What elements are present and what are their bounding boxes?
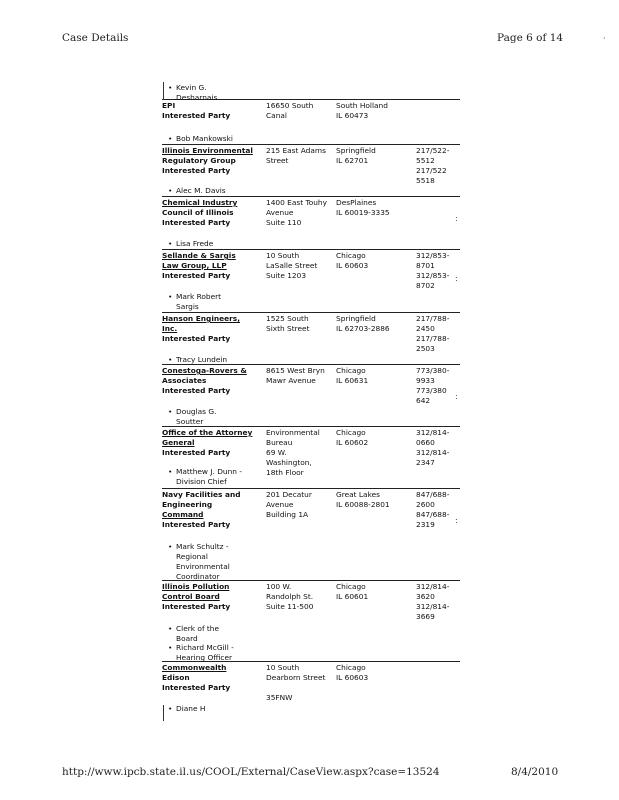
address-line: Randolph St. bbox=[266, 592, 314, 601]
phone-line: 217/522- bbox=[416, 146, 450, 155]
party-city-cell bbox=[336, 198, 406, 218]
party-address-cell bbox=[266, 366, 336, 386]
city-line: Chicago bbox=[336, 251, 366, 260]
contact-item[interactable] bbox=[168, 704, 276, 714]
address-line: 1400 East Touhy bbox=[266, 198, 327, 207]
phone-line: 312/814- bbox=[416, 602, 450, 611]
party-name-cell bbox=[162, 428, 266, 458]
city-line: IL 60473 bbox=[336, 111, 369, 120]
party-name-line[interactable]: Control Board bbox=[162, 592, 220, 601]
city-line: Springfield bbox=[336, 314, 376, 323]
party-city-cell bbox=[336, 146, 406, 166]
scan-tick-mark: : bbox=[455, 214, 458, 223]
contact-name-line: Richard McGill - bbox=[176, 643, 234, 652]
address-line: 10 South bbox=[266, 663, 300, 672]
party-name-line[interactable]: EPI bbox=[162, 101, 176, 110]
contact-name-line: Clerk of the bbox=[176, 624, 220, 633]
phone-line: 847/688- bbox=[416, 490, 450, 499]
phone-line: 312/853- bbox=[416, 271, 450, 280]
phone-line: 217/788- bbox=[416, 334, 450, 343]
party-name-line[interactable]: Edison bbox=[162, 673, 190, 682]
party-phone-cell bbox=[416, 582, 460, 622]
contact-item[interactable] bbox=[168, 83, 276, 103]
contact-name-line: Mark Schultz - bbox=[176, 542, 229, 551]
phone-line: 2347 bbox=[416, 458, 435, 467]
party-address-cell bbox=[266, 582, 336, 612]
party-name-cell bbox=[162, 490, 266, 530]
party-role: Interested Party bbox=[162, 111, 231, 120]
city-line: Chicago bbox=[336, 582, 366, 591]
contact-item[interactable] bbox=[168, 134, 276, 144]
party-name-line[interactable]: Inc. bbox=[162, 324, 178, 333]
party-name-line[interactable]: Chemical Industry bbox=[162, 198, 238, 207]
contact-name-line: Division Chief bbox=[176, 477, 227, 486]
party-name-cell bbox=[162, 366, 266, 396]
party-role: Interested Party bbox=[162, 602, 231, 611]
address-line: Avenue bbox=[266, 208, 294, 217]
row-divider bbox=[162, 488, 460, 489]
party-address-cell bbox=[266, 663, 336, 703]
party-name-line[interactable]: Office of the Attorney bbox=[162, 428, 253, 437]
phone-line: 5512 bbox=[416, 156, 435, 165]
address-line: 100 W. bbox=[266, 582, 292, 591]
party-name-cell bbox=[162, 101, 266, 121]
address-line: 18th Floor bbox=[266, 468, 304, 477]
bullet-icon: • bbox=[168, 186, 173, 195]
address-line: Suite 11-500 bbox=[266, 602, 314, 611]
address-line: Bureau bbox=[266, 438, 293, 447]
contact-name-line: Lisa Frede bbox=[176, 239, 214, 248]
party-city-cell bbox=[336, 663, 406, 683]
city-line: Chicago bbox=[336, 366, 366, 375]
address-line: LaSalle Street bbox=[266, 261, 318, 270]
address-line: Suite 110 bbox=[266, 218, 302, 227]
contact-item[interactable] bbox=[168, 186, 276, 196]
bullet-icon: • bbox=[168, 542, 173, 551]
contact-name-line: Alec M. Davis bbox=[176, 186, 226, 195]
city-line: Great Lakes bbox=[336, 490, 380, 499]
party-name-line[interactable]: Sellande & Sargis bbox=[162, 251, 236, 260]
party-role: Interested Party bbox=[162, 166, 231, 175]
address-line: Canal bbox=[266, 111, 287, 120]
party-name-line[interactable]: Commonwealth bbox=[162, 663, 227, 672]
address-line: 201 Decatur bbox=[266, 490, 312, 499]
party-role: Interested Party bbox=[162, 218, 231, 227]
party-address-cell bbox=[266, 101, 336, 121]
party-list bbox=[148, 0, 460, 800]
bullet-icon: • bbox=[168, 355, 173, 364]
bullet-icon: • bbox=[168, 134, 173, 143]
party-address-cell bbox=[266, 428, 336, 478]
party-name-cell bbox=[162, 582, 266, 612]
address-line: Environmental bbox=[266, 428, 320, 437]
contact-item[interactable] bbox=[168, 239, 276, 249]
bullet-icon: • bbox=[168, 643, 173, 652]
row-divider bbox=[162, 144, 460, 145]
bullet-icon: • bbox=[168, 407, 173, 416]
party-name-line[interactable]: Hanson Engineers, bbox=[162, 314, 241, 323]
contact-name-line: Douglas G. bbox=[176, 407, 217, 416]
phone-line: 2600 bbox=[416, 500, 435, 509]
party-city-cell bbox=[336, 314, 406, 334]
phone-line: 773/380- bbox=[416, 366, 450, 375]
party-city-cell bbox=[336, 428, 406, 448]
party-name-line[interactable]: Associates bbox=[162, 376, 207, 385]
row-divider bbox=[162, 249, 460, 250]
address-line: Sixth Street bbox=[266, 324, 310, 333]
phone-line: 642 bbox=[416, 396, 431, 405]
phone-line: 2319 bbox=[416, 520, 435, 529]
bullet-icon: • bbox=[168, 292, 173, 301]
city-line: IL 60603 bbox=[336, 261, 369, 270]
row-divider bbox=[162, 312, 460, 313]
city-line: IL 60603 bbox=[336, 673, 369, 682]
phone-line: 0660 bbox=[416, 438, 435, 447]
address-line: Mawr Avenue bbox=[266, 376, 316, 385]
address-line: 1525 South bbox=[266, 314, 309, 323]
address-line: Suite 1203 bbox=[266, 271, 307, 280]
address-line bbox=[266, 683, 336, 693]
party-name-line[interactable]: Engineering bbox=[162, 500, 213, 509]
phone-line: 9933 bbox=[416, 376, 435, 385]
phone-line: 847/688- bbox=[416, 510, 450, 519]
city-line: IL 60019-3335 bbox=[336, 208, 390, 217]
phone-line: 3620 bbox=[416, 592, 435, 601]
phone-line: 312/814- bbox=[416, 448, 450, 457]
phone-line: 312/814- bbox=[416, 582, 450, 591]
phone-line: 217/522 bbox=[416, 166, 447, 175]
party-phone-cell bbox=[416, 366, 460, 406]
phone-line: 5518 bbox=[416, 176, 435, 185]
address-line: Street bbox=[266, 156, 289, 165]
city-line: Chicago bbox=[336, 428, 366, 437]
contact-name-line: Environmental bbox=[176, 562, 230, 571]
party-city-cell bbox=[336, 366, 406, 386]
scan-tick-mark: : bbox=[455, 392, 458, 401]
party-name-cell bbox=[162, 314, 266, 344]
city-line: IL 62703-2886 bbox=[336, 324, 390, 333]
party-name-line[interactable]: Illinois Pollution bbox=[162, 582, 230, 591]
party-name-line[interactable]: Navy Facilities and bbox=[162, 490, 241, 499]
city-line: IL 60602 bbox=[336, 438, 369, 447]
scan-tick-mark: : bbox=[455, 274, 458, 283]
contact-name-line: Sargis bbox=[176, 302, 199, 311]
party-phone-cell bbox=[416, 146, 460, 186]
bullet-icon: • bbox=[168, 83, 173, 92]
contact-name-line: Soutter bbox=[176, 417, 204, 426]
party-name-line[interactable]: Illinois Environmental bbox=[162, 146, 253, 155]
party-role: Interested Party bbox=[162, 334, 231, 343]
city-line: Springfield bbox=[336, 146, 376, 155]
address-line: 215 East Adams bbox=[266, 146, 326, 155]
party-phone-cell bbox=[416, 428, 460, 468]
party-name-cell bbox=[162, 146, 266, 176]
address-line: Avenue bbox=[266, 500, 294, 509]
party-name-line[interactable]: Command bbox=[162, 510, 204, 519]
contact-item[interactable] bbox=[168, 643, 276, 663]
phone-line: 217/788- bbox=[416, 314, 450, 323]
party-name-line[interactable]: Law Group, LLP bbox=[162, 261, 227, 270]
city-line: IL 60088-2801 bbox=[336, 500, 390, 509]
party-name-cell bbox=[162, 663, 266, 693]
address-line: 16650 South bbox=[266, 101, 314, 110]
party-address-cell bbox=[266, 251, 336, 281]
city-line: IL 60601 bbox=[336, 592, 369, 601]
contact-item[interactable] bbox=[168, 407, 276, 427]
contact-name-line: Mark Robert bbox=[176, 292, 222, 301]
contact-name-line: Diane H bbox=[176, 704, 206, 713]
party-address-cell bbox=[266, 490, 336, 520]
contact-name-line: Hearing Officer bbox=[176, 653, 233, 662]
city-line: Chicago bbox=[336, 663, 366, 672]
bullet-icon: • bbox=[168, 467, 173, 476]
party-address-cell bbox=[266, 146, 336, 166]
scan-tick-mark: · bbox=[603, 34, 606, 43]
contact-name-line: Regional bbox=[176, 552, 208, 561]
contact-item[interactable] bbox=[168, 355, 276, 365]
scan-tick-mark: : bbox=[455, 516, 458, 525]
party-name-line[interactable]: General bbox=[162, 438, 195, 447]
bullet-icon: • bbox=[168, 624, 173, 633]
footer-url[interactable]: http://www.ipcb.state.il.us/COOL/External/CaseView.aspx?case=13524 bbox=[62, 766, 440, 778]
party-city-cell bbox=[336, 251, 406, 271]
party-phone-cell bbox=[416, 490, 460, 530]
phone-line: 8701 bbox=[416, 261, 435, 270]
address-line: Dearborn Street bbox=[266, 673, 326, 682]
phone-line: 8702 bbox=[416, 281, 435, 290]
phone-line: 773/380 bbox=[416, 386, 447, 395]
party-name-line[interactable]: Conestoga-Rovers & bbox=[162, 366, 247, 375]
address-line: Building 1A bbox=[266, 510, 309, 519]
contact-name-line: Desharnais bbox=[176, 93, 218, 102]
contact-name-line: Coordinator bbox=[176, 572, 220, 581]
contact-name-line: Matthew J. Dunn - bbox=[176, 467, 242, 476]
page-number: Page 6 of 14 bbox=[497, 32, 564, 44]
scan-edge-mark bbox=[163, 82, 164, 100]
contact-name-line: Board bbox=[176, 634, 198, 643]
bullet-icon: • bbox=[168, 704, 173, 713]
contact-item[interactable] bbox=[168, 467, 276, 487]
party-name-cell bbox=[162, 251, 266, 281]
party-phone-cell bbox=[416, 251, 460, 291]
city-line: DesPlaines bbox=[336, 198, 377, 207]
contact-item[interactable] bbox=[168, 292, 276, 312]
address-line: 10 South bbox=[266, 251, 300, 260]
party-city-cell bbox=[336, 101, 406, 121]
contact-name-line: Bob Mankowski bbox=[176, 134, 233, 143]
address-line: 8615 West Bryn bbox=[266, 366, 325, 375]
contact-name-line: Kevin G. bbox=[176, 83, 207, 92]
party-role: Interested Party bbox=[162, 448, 231, 457]
party-role: Interested Party bbox=[162, 271, 231, 280]
phone-line: 312/814- bbox=[416, 428, 450, 437]
city-line: IL 60631 bbox=[336, 376, 369, 385]
party-name-cell bbox=[162, 198, 266, 228]
address-line: 35FNW bbox=[266, 693, 293, 702]
party-phone-cell bbox=[416, 314, 460, 354]
party-role: Interested Party bbox=[162, 386, 231, 395]
row-divider bbox=[162, 196, 460, 197]
address-line: 69 W. bbox=[266, 448, 287, 457]
city-line: IL 62701 bbox=[336, 156, 369, 165]
scan-edge-mark bbox=[163, 705, 164, 721]
phone-line: 312/853- bbox=[416, 251, 450, 260]
party-role: Interested Party bbox=[162, 683, 231, 692]
party-name-line[interactable]: Council of Illinois bbox=[162, 208, 234, 217]
party-role: Interested Party bbox=[162, 520, 231, 529]
address-line: Washington, bbox=[266, 458, 312, 467]
party-name-line[interactable]: Regulatory Group bbox=[162, 156, 236, 165]
contact-item[interactable] bbox=[168, 624, 276, 644]
party-address-cell bbox=[266, 314, 336, 334]
phone-line: 2503 bbox=[416, 344, 435, 353]
party-city-cell bbox=[336, 582, 406, 602]
contact-name-line: Tracy Lundein bbox=[176, 355, 228, 364]
city-line: South Holland bbox=[336, 101, 388, 110]
phone-line: 3669 bbox=[416, 612, 435, 621]
bullet-icon: • bbox=[168, 239, 173, 248]
footer-date: 8/4/2010 bbox=[511, 766, 559, 778]
contact-item[interactable] bbox=[168, 542, 276, 582]
party-address-cell bbox=[266, 198, 336, 228]
party-city-cell bbox=[336, 490, 406, 510]
header-title: Case Details bbox=[62, 32, 129, 44]
phone-line: 2450 bbox=[416, 324, 435, 333]
